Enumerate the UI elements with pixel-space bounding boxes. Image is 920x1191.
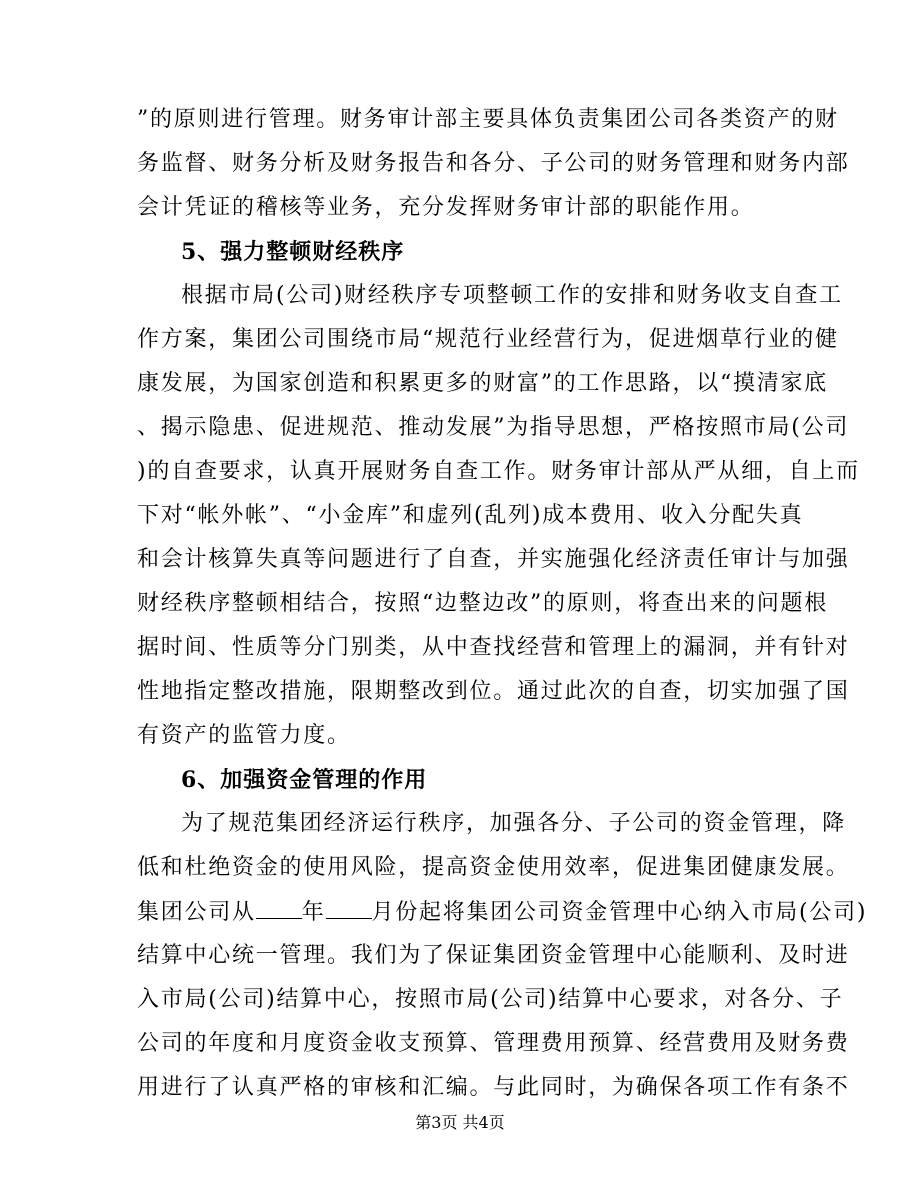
paragraph-line: 根据市局(公司)财经秩序专项整顿工作的安排和财务收支自查工 — [181, 283, 843, 308]
paragraph-line: 下对“帐外帐”、“小金库”和虚列(乱列)成本费用、收入分配失真 — [137, 503, 804, 528]
paragraph-line: 作方案，集团公司围绕市局“规范行业经营行为，促进烟草行业的健 — [137, 327, 839, 352]
blank-field — [326, 898, 372, 919]
paragraph-line: 公司的年度和月度资金收支预算、管理费用预算、经营费用及财务费 — [137, 1031, 850, 1056]
paragraph-line: 性地指定整改措施，限期整改到位。通过此次的自查，切实加强了国 — [137, 679, 850, 704]
paragraph-line: 有资产的监管力度。 — [137, 723, 351, 748]
page-footer: 第3页 共4页 — [415, 1113, 505, 1132]
paragraph-line: ”的原则进行管理。财务审计部主要具体负责集团公司各类资产的财 — [137, 107, 839, 132]
paragraph-line: 入市局(公司)结算中心，按照市局(公司)结算中心要求，对各分、子 — [137, 987, 844, 1012]
paragraph-line: 、揭示隐患、促进规范、推动发展”为指导思想，严格按照市局(公司 — [137, 415, 850, 440]
paragraph-line — [137, 898, 868, 926]
paragraph-line: 会计凭证的稽核等业务，充分发挥财务审计部的职能作用。 — [137, 195, 755, 220]
paragraph-line: 康发展，为国家创造和积累更多的财富”的工作思路，以“摸清家底 — [137, 371, 828, 396]
paragraph-line: 财经秩序整顿相结合，按照“边整边改”的原则，将查出来的问题根 — [137, 591, 828, 616]
blank-field — [256, 898, 302, 919]
paragraph-line: 务监督、财务分析及财务报告和各分、子公司的财务管理和财务内部 — [137, 151, 850, 176]
paragraph-line: 低和杜绝资金的使用风险，提高资金使用效率，促进集团健康发展。 — [137, 855, 850, 880]
paragraph-line: 为了规范集团经济运行秩序，加强各分、子公司的资金管理，降 — [181, 811, 847, 836]
paragraph-line: 用进行了认真严格的审核和汇编。与此同时，为确保各项工作有条不 — [137, 1075, 850, 1100]
paragraph-line: 和会计核算失真等问题进行了自查，并实施强化经济责任审计与加强 — [137, 547, 850, 572]
text-segment: 年 — [301, 900, 326, 925]
paragraph-line: )的自查要求，认真开展财务自查工作。财务审计部从严从细，自上而 — [137, 459, 860, 484]
text-segment: 集团公司从 — [137, 900, 256, 925]
section-heading-6: 6、加强资金管理的作用 — [181, 767, 428, 793]
paragraph-line: 据时间、性质等分门别类，从中查找经营和管理上的漏洞，并有针对 — [137, 635, 850, 660]
section-heading-5: 5、强力整顿财经秩序 — [181, 239, 405, 265]
text-segment: 月份起将集团公司资金管理中心纳入市局(公司) — [371, 900, 868, 925]
paragraph-line: 结算中心统一管理。我们为了保证集团资金管理中心能顺利、及时进 — [137, 943, 850, 968]
